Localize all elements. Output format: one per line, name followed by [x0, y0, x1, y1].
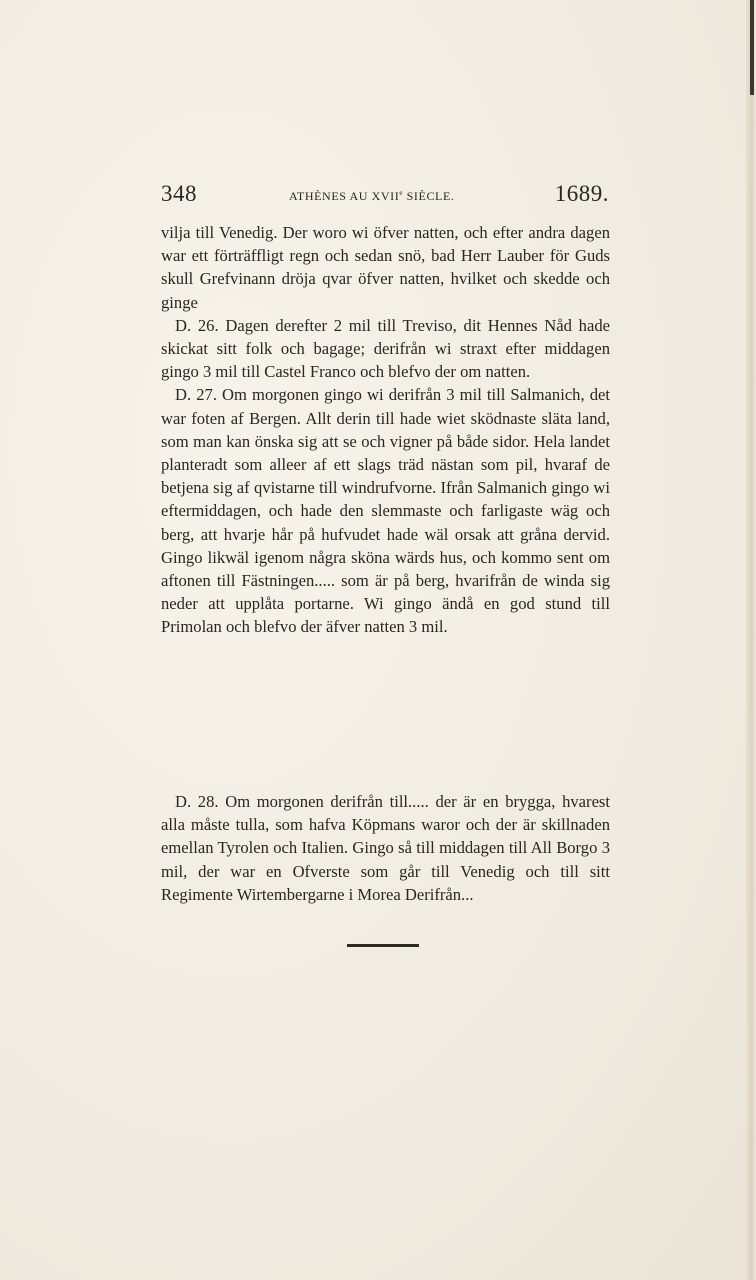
- header-year: 1689.: [554, 181, 609, 206]
- running-title-superscript: e: [399, 189, 404, 197]
- paragraph: D. 26. Dagen derefter 2 mil till Treviso, dit Hennes Nåd hade skickat sitt folk och bagage; derifrån wi straxt efter middagen gingo 3 mil till Castel Franco och blefvo der om natten.: [161, 315, 610, 382]
- running-title-main: ATHÈNES AU XVII: [289, 189, 400, 203]
- running-title-tail: SIÈCLE.: [403, 189, 455, 203]
- page-number: 348: [161, 181, 197, 206]
- end-rule: [347, 944, 419, 947]
- edge-mark: [750, 0, 754, 95]
- running-title: [289, 189, 455, 204]
- paragraph: vilja till Venedig. Der woro wi öfver natten, och efter andra dagen war ett förträffligt regn och sedan snö, bad Herr Lauber för Guds skull Grefvinann dröja qvar öfver natten, hvilket och skedde och ginge: [161, 223, 610, 312]
- page-header: [161, 181, 613, 215]
- paragraph: D. 27. Om morgonen gingo wi derifrån 3 mil till Salmanich, det war foten af Bergen. Allt derin till hade wiet sködnaste släta land, som man kan önska sig att se och vigner på både sidor. Hela landet planteradt som alleer af ett slags träd nästan som pil, hvaraf de betjena sig af qvistarne till windrufvorne. Ifrån Salmanich gingo wi eftermiddagen, och hade den slemmaste och farligaste wäg och berg, att hvarje hår på hufvudet hade wäl orsak att gråna dervid. Gingo likwäl igenom några sköna wärds hus, och kommo sent om aftonen till Fästningen..... som är på berg, hvarifrån de winda sig neder att upplåta portarne. Wi gingo ändå en god stund till Primolan och blefvo der äfver natten 3 mil.: [161, 385, 610, 637]
- text-block-bottom: [161, 790, 610, 906]
- text-block-top: [161, 221, 610, 639]
- page-edge: [746, 0, 756, 1280]
- paragraph: D. 28. Om morgonen derifrån till..... der är en brygga, hvarest alla måste tulla, som hafva Köpmans waror och der är skillnaden emellan Tyrolen och Italien. Gingo så till middagen till All Borgo 3 mil, der war en Ofverste som går till Venedig och till sitt Regimente Wirtembergarne i Morea Derifrån...: [161, 792, 610, 904]
